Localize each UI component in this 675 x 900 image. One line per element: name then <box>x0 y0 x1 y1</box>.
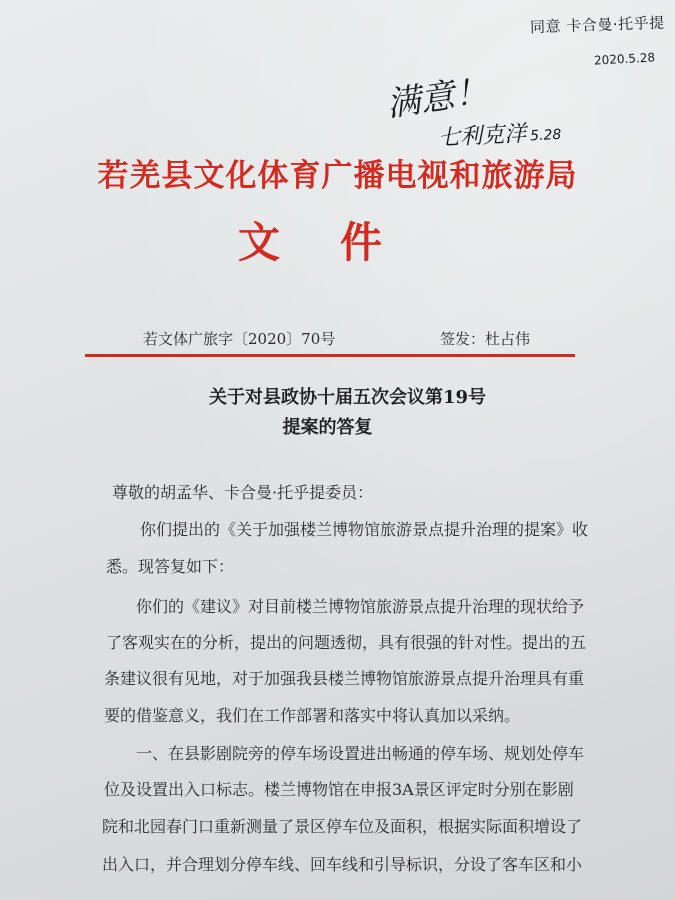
body-paragraph-line: 位及设置出入口标志。楼兰博物馆在申报3A景区评定时分别在影剧 <box>104 780 574 799</box>
body-paragraph-line: 一、在县影剧院旁的停车场设置进出畅通的停车场、规划处停车 <box>136 744 585 763</box>
body-paragraph-line: 出入口，并合理划分停车线、回车线和引导标识，分设了客车区和小 <box>102 855 583 874</box>
red-divider-line <box>85 354 575 357</box>
subject-line-1: 关于对县政协十届五次会议第19号 <box>208 387 487 408</box>
handwritten-approval-note: 同意 卡合曼·托乎提 <box>529 13 665 37</box>
subject-line-2: 提案的答复 <box>282 417 373 438</box>
body-paragraph-line: 要的借鉴意义，我们在工作部署和落实中将认真加以采纳。 <box>104 706 521 725</box>
signer-date: 5.28 <box>529 126 562 145</box>
body-paragraph-line: 你们的《建议》对目前楼兰博物馆旅游景点提升治理的现状给予 <box>136 597 585 616</box>
signer-name: 七利克洋 <box>437 121 527 152</box>
handwritten-date: 2020.5.28 <box>593 50 656 68</box>
body-paragraph-line: 悉。现答复如下： <box>106 557 235 576</box>
body-paragraph-line: 了客观实在的分析，提出的问题透彻，具有很强的针对性。提出的五 <box>106 633 587 652</box>
body-paragraph-line: 你们提出的《关于加强楼兰博物馆旅游景点提升治理的提案》收 <box>140 520 589 539</box>
document-number: 若文体广旅字〔2020〕70号 <box>143 330 336 348</box>
body-paragraph-line: 条建议很有见地，对于加强我县楼兰博物馆旅游景点提升治理具有重 <box>104 669 585 688</box>
handwritten-satisfied-remark: 满意！ <box>384 71 491 125</box>
organization-title: 若羌县文化体育广播电视和旅游局 <box>97 158 578 194</box>
body-paragraph-line: 院和北园春门口重新测量了景区停车位及面积，根据实际面积增设了 <box>102 817 583 836</box>
document-type-heading: 文件 <box>238 218 443 267</box>
issuer-signoff: 签发：杜占伟 <box>440 330 531 348</box>
handwritten-signature <box>437 115 562 152</box>
salutation: 尊敬的胡孟华、卡合曼·托乎提委员： <box>112 483 374 502</box>
